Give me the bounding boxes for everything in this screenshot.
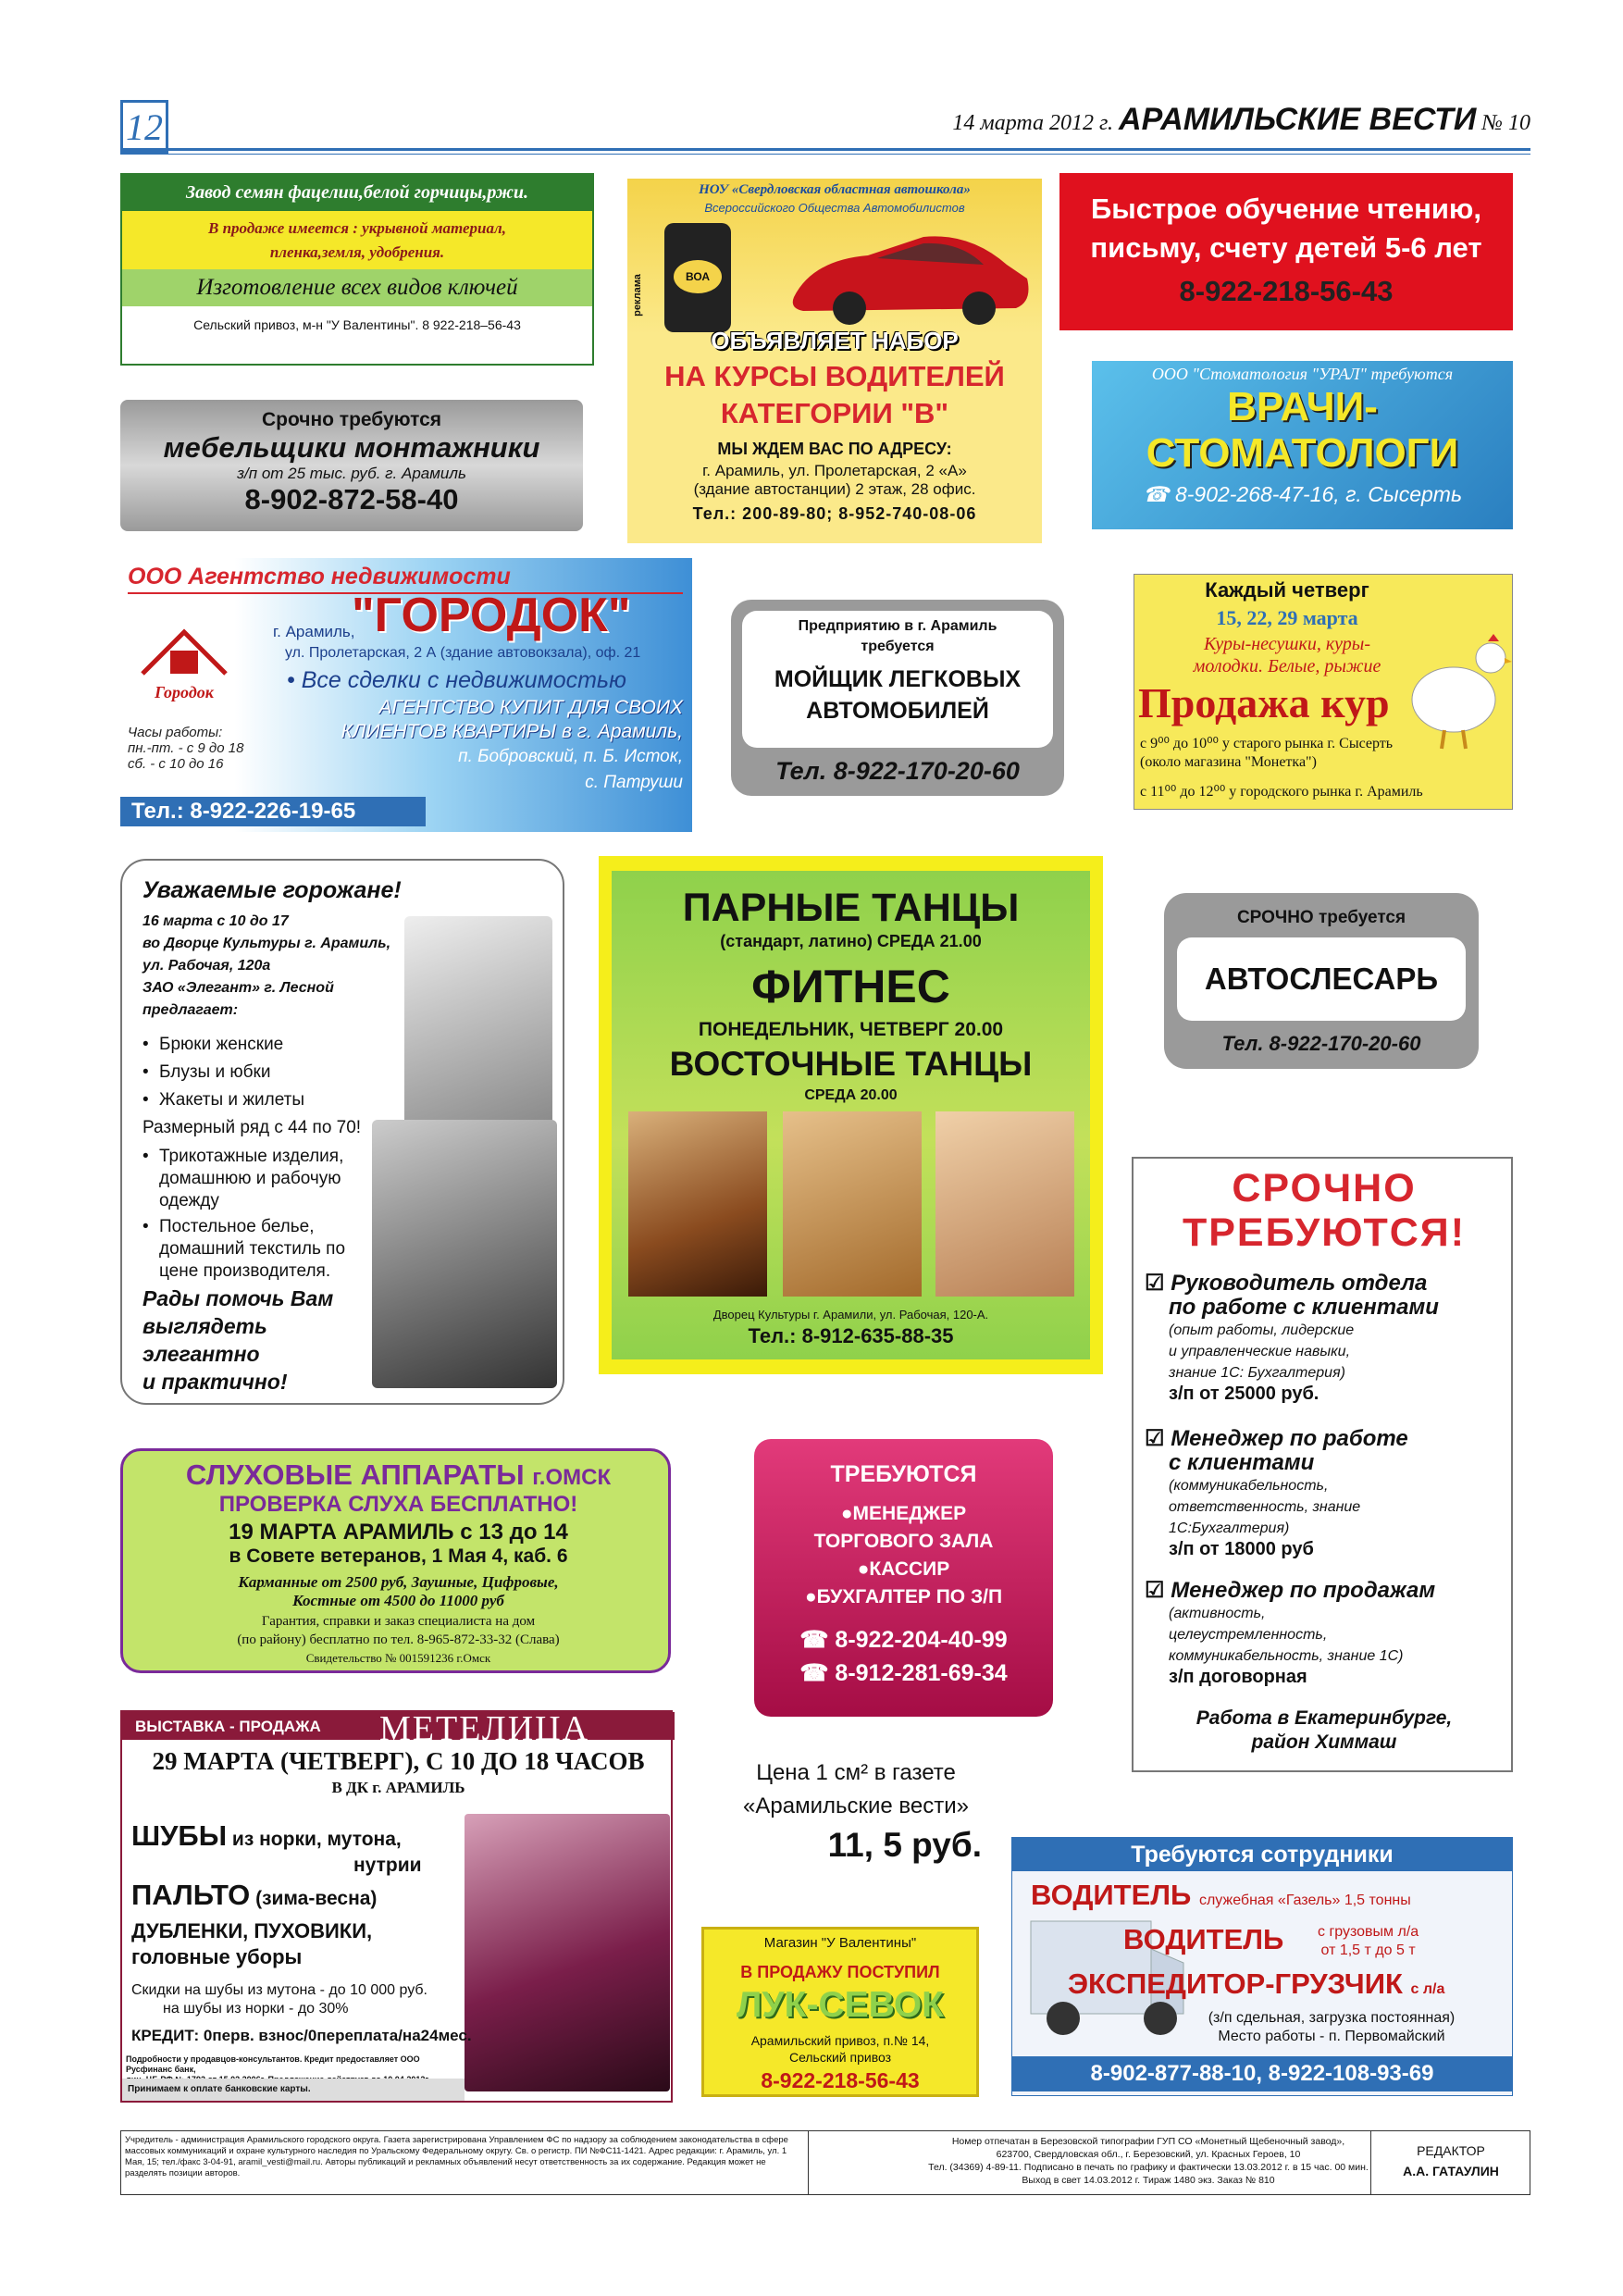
onion-addr1: Арамильский привоз, п.№ 14, bbox=[750, 2033, 930, 2048]
ad-seeds bbox=[120, 173, 594, 366]
carwash-line1: Предприятию в г. Арамиль bbox=[798, 618, 997, 634]
jobs-footer: Работа в Екатеринбурге, район Химмаш bbox=[1196, 1707, 1453, 1753]
page-number: 12 bbox=[120, 100, 168, 154]
gorodok-hours: Часы работы: пн.-пт. - с 9 до 18 сб. - с 10 до 16 bbox=[128, 725, 244, 772]
hearing-t8: (по району) бесплатно по тел. 8-965-872-33-32 (Слава) bbox=[237, 1632, 560, 1647]
trading-title: ТРЕБУЮТСЯ bbox=[830, 1461, 977, 1487]
furniture-line2: мебельщики монтажники bbox=[163, 431, 540, 464]
carwash-phone: Тел. 8-922-170-20-60 bbox=[775, 757, 1020, 785]
furs-p3: ДУБЛЕНКИ, ПУХОВИКИ, bbox=[131, 1919, 373, 1942]
furs-disc2: на шубы из норки - до 30% bbox=[163, 2001, 349, 2017]
dance-t3: ВОСТОЧНЫЕ ТАНЦЫ bbox=[669, 1045, 1033, 1083]
onion-shop: Магазин "У Валентины" bbox=[763, 1935, 917, 1951]
drivers-j2: ВОДИТЕЛЬ bbox=[1123, 1923, 1284, 1955]
dance-t2sub: ПОНЕДЕЛЬНИК, ЧЕТВЕРГ 20.00 bbox=[698, 1019, 1004, 1040]
gorodok-buy2: КЛИЕНТОВ КВАРТИРЫ в г. Арамиль, bbox=[341, 721, 683, 742]
gorodok-address: ул. Пролетарская, 2 А (здание автовокзала), оф. 21 bbox=[285, 645, 641, 661]
ad-reading bbox=[1059, 173, 1513, 330]
dentist-title1: ВРАЧИ- bbox=[1227, 384, 1378, 429]
chickens-desc2: молодки. Белые, рыжие bbox=[1193, 656, 1381, 676]
chickens-dates: 15, 22, 29 марта bbox=[1216, 606, 1358, 629]
jobs-title1: СРОЧНО bbox=[1232, 1166, 1417, 1210]
ad-trading bbox=[754, 1439, 1053, 1717]
autoschool-org2: Всероссийского Общества Автомобилистов bbox=[704, 201, 965, 215]
house-logo-icon bbox=[133, 623, 235, 678]
model-photo-furs bbox=[465, 1814, 670, 2091]
ad-dance bbox=[599, 856, 1103, 1374]
dentist-phone: ☎ 8-902-268-47-16, г. Сысерть bbox=[1142, 482, 1463, 506]
autoschool-address2: (здание автостанции) 2 этаж, 28 офис. bbox=[693, 480, 976, 498]
dance-photo-couple bbox=[628, 1111, 767, 1297]
hearing-t2: ПРОВЕРКА СЛУХА БЕСПЛАТНО! bbox=[218, 1492, 578, 1517]
hen-icon bbox=[1403, 621, 1514, 751]
reading-phone: 8-922-218-56-43 bbox=[1179, 275, 1394, 307]
drivers-phones: 8-902-877-88-10, 8-922-108-93-69 bbox=[1012, 2056, 1512, 2091]
mechanic-job: АВТОСЛЕСАРЬ bbox=[1177, 937, 1466, 1021]
ad-furs bbox=[120, 1710, 673, 2103]
ad-seeds-keys: Изготовление всех видов ключей bbox=[122, 269, 592, 306]
voa-logo: ВОА bbox=[674, 260, 722, 293]
clothes-closing: Рады помочь Вам выглядеть элегантно и практично! bbox=[142, 1286, 334, 1394]
furniture-phone: 8-902-872-58-40 bbox=[244, 483, 459, 515]
clothes-sizes: Размерный ряд с 44 по 70! bbox=[142, 1118, 362, 1137]
carwash-line2: требуется bbox=[861, 639, 935, 654]
ad-clothes bbox=[120, 859, 564, 1405]
mechanic-phone: Тел. 8-922-170-20-60 bbox=[1221, 1032, 1421, 1055]
hearing-t7: Гарантия, справки и заказ специалиста на дом bbox=[261, 1614, 536, 1629]
hearing-t1: СЛУХОВЫЕ АППАРАТЫ г.ОМСК bbox=[185, 1458, 612, 1491]
gorodok-phone: Тел.: 8-922-226-19-65 bbox=[120, 797, 426, 826]
check-icon: ☑ bbox=[1145, 1578, 1165, 1603]
chickens-time1: с 9⁰⁰ до 10⁰⁰ у старого рынка г. Сысерть bbox=[1140, 736, 1394, 751]
furs-p1: ШУБЫ из норки, мутона, bbox=[131, 1819, 402, 1852]
gorodok-agency: ООО Агентство недвижимости bbox=[128, 564, 683, 594]
dance-place: Дворец Культуры г. Арамили, ул. Рабочая, 120-А. bbox=[712, 1308, 989, 1322]
furs-cards: Принимаем к оплате банковские карты. bbox=[122, 2079, 465, 2101]
chickens-time1b: (около магазина "Монетка") bbox=[1140, 754, 1317, 770]
gorodok-places2: с. Патруши bbox=[585, 773, 683, 792]
hearing-t4: в Совете ветеранов, 1 Мая 4, каб. 6 bbox=[229, 1545, 568, 1567]
autoschool-course2: КАТЕГОРИИ "В" bbox=[720, 397, 949, 429]
onion-phone: 8-922-218-56-43 bbox=[761, 2068, 920, 2092]
onion-title: ЛУК-СЕВОК bbox=[737, 1985, 944, 2025]
chickens-title: Продажа кур bbox=[1138, 679, 1390, 726]
jobs-vacancy-1: ☑ Руководитель отдела по работе с клиентами (опыт работы, лидерские и управленческие навыки, знание 1С: Бухгалтерия) з/п от 25000 руб. bbox=[1145, 1271, 1439, 1404]
list-item: • Жакеты и жилеты bbox=[142, 1086, 402, 1114]
dentist-org: ООО "Стоматология "УРАЛ" требуются bbox=[1151, 365, 1454, 383]
price-note-line1: Цена 1 см² в газете bbox=[756, 1760, 956, 1785]
drivers-j1: ВОДИТЕЛЬ служебная «Газель» 1,5 тонны bbox=[1031, 1879, 1411, 1911]
hearing-t6: Костные от 4500 до 11000 руб bbox=[292, 1592, 504, 1609]
furs-p4: головные уборы bbox=[131, 1945, 303, 1968]
ad-seeds-sale: В продаже имеется : укрывной материал, пленка,земля, удобрения. bbox=[122, 211, 592, 269]
trading-items: ●МЕНЕДЖЕР ТОРГОВОГО ЗАЛА ●КАССИР ●БУХГАЛТЕР ПО З/П bbox=[804, 1503, 1003, 1607]
furniture-line1: Срочно требуются bbox=[261, 409, 442, 430]
ad-carwash bbox=[731, 600, 1064, 796]
ad-mechanic bbox=[1164, 893, 1479, 1069]
list-item: • Блузы и юбки bbox=[142, 1059, 402, 1086]
header-rule-thin bbox=[120, 154, 1530, 155]
price-note-line3: 11, 5 руб. bbox=[827, 1826, 982, 1864]
price-note bbox=[717, 1756, 995, 1868]
onion-addr2: Сельский привоз bbox=[788, 2050, 892, 2065]
footer bbox=[120, 2130, 1530, 2195]
clothes-greeting: Уважаемые горожане! bbox=[142, 877, 402, 903]
carwash-job1: МОЙЩИК ЛЕГКОВЫХ bbox=[774, 666, 1022, 692]
onion-new: В ПРОДАЖУ ПОСТУПИЛ bbox=[740, 1963, 940, 1981]
newspaper-title: АРАМИЛЬСКИЕ ВЕСТИ bbox=[1119, 102, 1477, 137]
autoschool-org: НОУ «Свердловская областная автошкола» bbox=[699, 182, 971, 197]
jobs-vacancy-2: ☑ Менеджер по работе с клиентами (коммуникабельность, ответственность, знание 1С:Бухгалтерия) з/п от 18000 руб bbox=[1145, 1426, 1408, 1559]
furniture-salary: з/п от 25 тыс. руб. г. Арамиль bbox=[237, 465, 466, 482]
dance-t2: ФИТНЕС bbox=[751, 961, 950, 1012]
clothes-list bbox=[142, 1031, 402, 1283]
autoschool-phones: Тел.: 200-89-80; 8-952-740-08-06 bbox=[692, 504, 977, 523]
furs-brand: МЕТЕЛИЦА bbox=[379, 1709, 590, 1748]
check-icon: ☑ bbox=[1145, 1426, 1165, 1451]
price-note-line2: «Арамильские вести» bbox=[743, 1793, 969, 1818]
dance-t1sub: (стандарт, латино) СРЕДА 21.00 bbox=[720, 932, 982, 950]
clothes-intro: 16 марта с 10 до 17 во Дворце Культуры г. Арамиль, ул. Рабочая, 120а ЗАО «Элегант» г. Лесной предлагает: bbox=[142, 913, 391, 1018]
drivers-j3: ЭКСПЕДИТОР-ГРУЗЧИК с л/а bbox=[1068, 1967, 1445, 2000]
gorodok-buy1: АГЕНТСТВО КУПИТ ДЛЯ СВОИХ bbox=[378, 697, 683, 718]
autoschool-course1: НА КУРСЫ ВОДИТЕЛЕЙ bbox=[664, 360, 1005, 392]
gorodok-city: г. Арамиль, bbox=[273, 623, 355, 640]
dance-phone: Тел.: 8-912-635-88-35 bbox=[748, 1324, 954, 1347]
autoschool-vertical-label: реклама bbox=[631, 274, 643, 316]
drivers-title: Требуются сотрудники bbox=[1012, 1838, 1512, 1871]
trading-phone2: ☎ 8-912-281-69-34 bbox=[799, 1660, 1008, 1686]
dance-t3sub: СРЕДА 20.00 bbox=[804, 1087, 898, 1103]
check-icon: ☑ bbox=[1145, 1271, 1165, 1296]
ad-onion bbox=[701, 1927, 979, 2097]
furs-credit: КРЕДИТ: 0перв. взнос/0переплата/на24мес. bbox=[131, 2027, 472, 2044]
drivers-j2d: с грузовым л/а от 1,5 т до 5 т bbox=[1318, 1924, 1419, 1958]
hearing-t3: 19 МАРТА АРАМИЛЬ с 13 до 14 bbox=[229, 1520, 568, 1545]
furs-disc1: Скидки на шубы из мутона - до 10 000 руб. bbox=[131, 1982, 427, 1998]
drivers-pay: (з/п сдельная, загрузка постоянная) bbox=[1208, 2010, 1456, 2026]
chickens-day: Каждый четверг bbox=[1205, 578, 1369, 602]
furs-date: 29 МАРТА (ЧЕТВЕРГ), С 10 ДО 18 ЧАСОВ bbox=[152, 1747, 645, 1775]
model-photo-1 bbox=[404, 916, 552, 1129]
gorodok-brand: "ГОРОДОК" bbox=[352, 589, 631, 642]
list-item: • Трикотажные изделия, домашнюю и рабочую одежду bbox=[142, 1146, 381, 1212]
ad-furniture bbox=[120, 400, 583, 531]
autoschool-wait: МЫ ЖДЕМ ВАС ПО АДРЕСУ: bbox=[717, 440, 952, 458]
issue-date: 14 марта 2012 г. bbox=[952, 111, 1114, 135]
furs-p1c: нутрии bbox=[353, 1855, 422, 1876]
jobs-vacancy-3: ☑ Менеджер по продажам (активность, целеустремленность, коммуникабельность, знание 1С) з/п договорная bbox=[1145, 1578, 1436, 1687]
dentist-title2: СТОМАТОЛОГИ bbox=[1146, 430, 1459, 476]
autoschool-address1: г. Арамиль, ул. Пролетарская, 2 «А» bbox=[702, 462, 967, 479]
masthead bbox=[952, 102, 1530, 138]
dance-t1: ПАРНЫЕ ТАНЦЫ bbox=[682, 886, 1020, 930]
dance-photo-belly bbox=[783, 1111, 922, 1297]
ad-jobs bbox=[1132, 1157, 1513, 1772]
ad-autoschool bbox=[627, 179, 1042, 543]
reading-line2: письму, счету детей 5-6 лет bbox=[1090, 231, 1482, 264]
gorodok-deals: • Все сделки с недвижимостью bbox=[287, 667, 626, 693]
issue-number: № 10 bbox=[1481, 111, 1530, 135]
carwash-job2: АВТОМОБИЛЕЙ bbox=[806, 698, 989, 724]
gorodok-logo: Городок bbox=[133, 623, 235, 706]
ad-hearing bbox=[120, 1448, 671, 1673]
ad-seeds-title: Завод семян фацелии,белой горчицы,ржи. bbox=[122, 175, 592, 211]
gorodok-places1: п. Бобровский, п. Б. Исток, bbox=[458, 747, 683, 766]
chickens-time2: с 11⁰⁰ до 12⁰⁰ у городского рынка г. Арамиль bbox=[1140, 784, 1423, 800]
furs-fine: Подробности у продавцов-консультантов. Кредит предоставляет ООО Русфинанс банк, bbox=[126, 2054, 420, 2074]
reading-line1: Быстрое обучение чтению, bbox=[1091, 192, 1481, 225]
jobs-title2: ТРЕБУЮТСЯ! bbox=[1182, 1210, 1467, 1255]
list-item: • Постельное белье, домашний текстиль по цене производителя. bbox=[142, 1216, 381, 1283]
mechanic-line1: СРОЧНО требуется bbox=[1236, 908, 1406, 927]
chickens-desc1: Куры-несушки, куры- bbox=[1203, 634, 1371, 654]
footer-print: Номер отпечатан в Березовской типографии ГУП СО «Монетный Щебеночный завод», 623700, Свердловская обл., г. Березовский, ул. Красных Героев, 10 Тел. (34369) 4-89-11. Подписано в печать по графику и фактически 13.03.2012 г. в 15 час. 00 мин. Выход в свет 14.03.2012 г. Тираж 1480 экз. Заказ № 810 bbox=[928, 2136, 1369, 2186]
trading-phone1: ☎ 8-922-204-40-99 bbox=[799, 1627, 1008, 1653]
red-car-icon bbox=[785, 223, 1035, 334]
furs-tag: ВЫСТАВКА - ПРОДАЖА bbox=[135, 1718, 321, 1735]
furs-place: В ДК г. АРАМИЛЬ bbox=[331, 1779, 465, 1796]
ad-chickens bbox=[1134, 574, 1513, 810]
hearing-t5: Карманные от 2500 руб, Заушные, Цифровые, bbox=[238, 1573, 559, 1591]
header-rule bbox=[120, 148, 1530, 151]
autoschool-announce: ОБЪЯВЛЯЕТ НАБОР bbox=[711, 327, 959, 354]
footer-founder: Учредитель - администрация Арамильского городского округа. Газета зарегистрирована Управлением ФС по надзору за соблюдением законодательства в сфере массовых коммуникаций и охране культурного наследия по Уральскому Федеральному округу. Св. о регистр. ПИ №ФС11-1421. Адрес редакции: г. Арамиль, ул. 1 Мая, 15; тел./факс 3-04-91, aramil_vesti@mail.ru. Авторы публикаций и рекламных объявлений несут ответственность за их содержание. Редакция может не разделять позиции авторов. bbox=[125, 2135, 788, 2178]
footer-editor: РЕДАКТОР А.А. ГАТАУЛИН bbox=[1403, 2143, 1499, 2178]
ad-dentist bbox=[1092, 361, 1513, 529]
traffic-light-icon bbox=[664, 223, 731, 332]
ad-drivers bbox=[1011, 1837, 1513, 2096]
ad-gorodok bbox=[120, 558, 692, 832]
hearing-t9: Свидетельство № 001591236 г.Омск bbox=[305, 1651, 491, 1665]
dance-photo-fitness bbox=[935, 1111, 1074, 1297]
list-item: • Брюки женские bbox=[142, 1031, 402, 1059]
furs-p2: ПАЛЬТО (зима-весна) bbox=[131, 1879, 378, 1911]
drivers-place: Место работы - п. Первомайский bbox=[1218, 2029, 1445, 2044]
ad-seeds-address: Сельский привоз, м-н "У Валентины". 8 922-218–56-43 bbox=[193, 317, 521, 332]
